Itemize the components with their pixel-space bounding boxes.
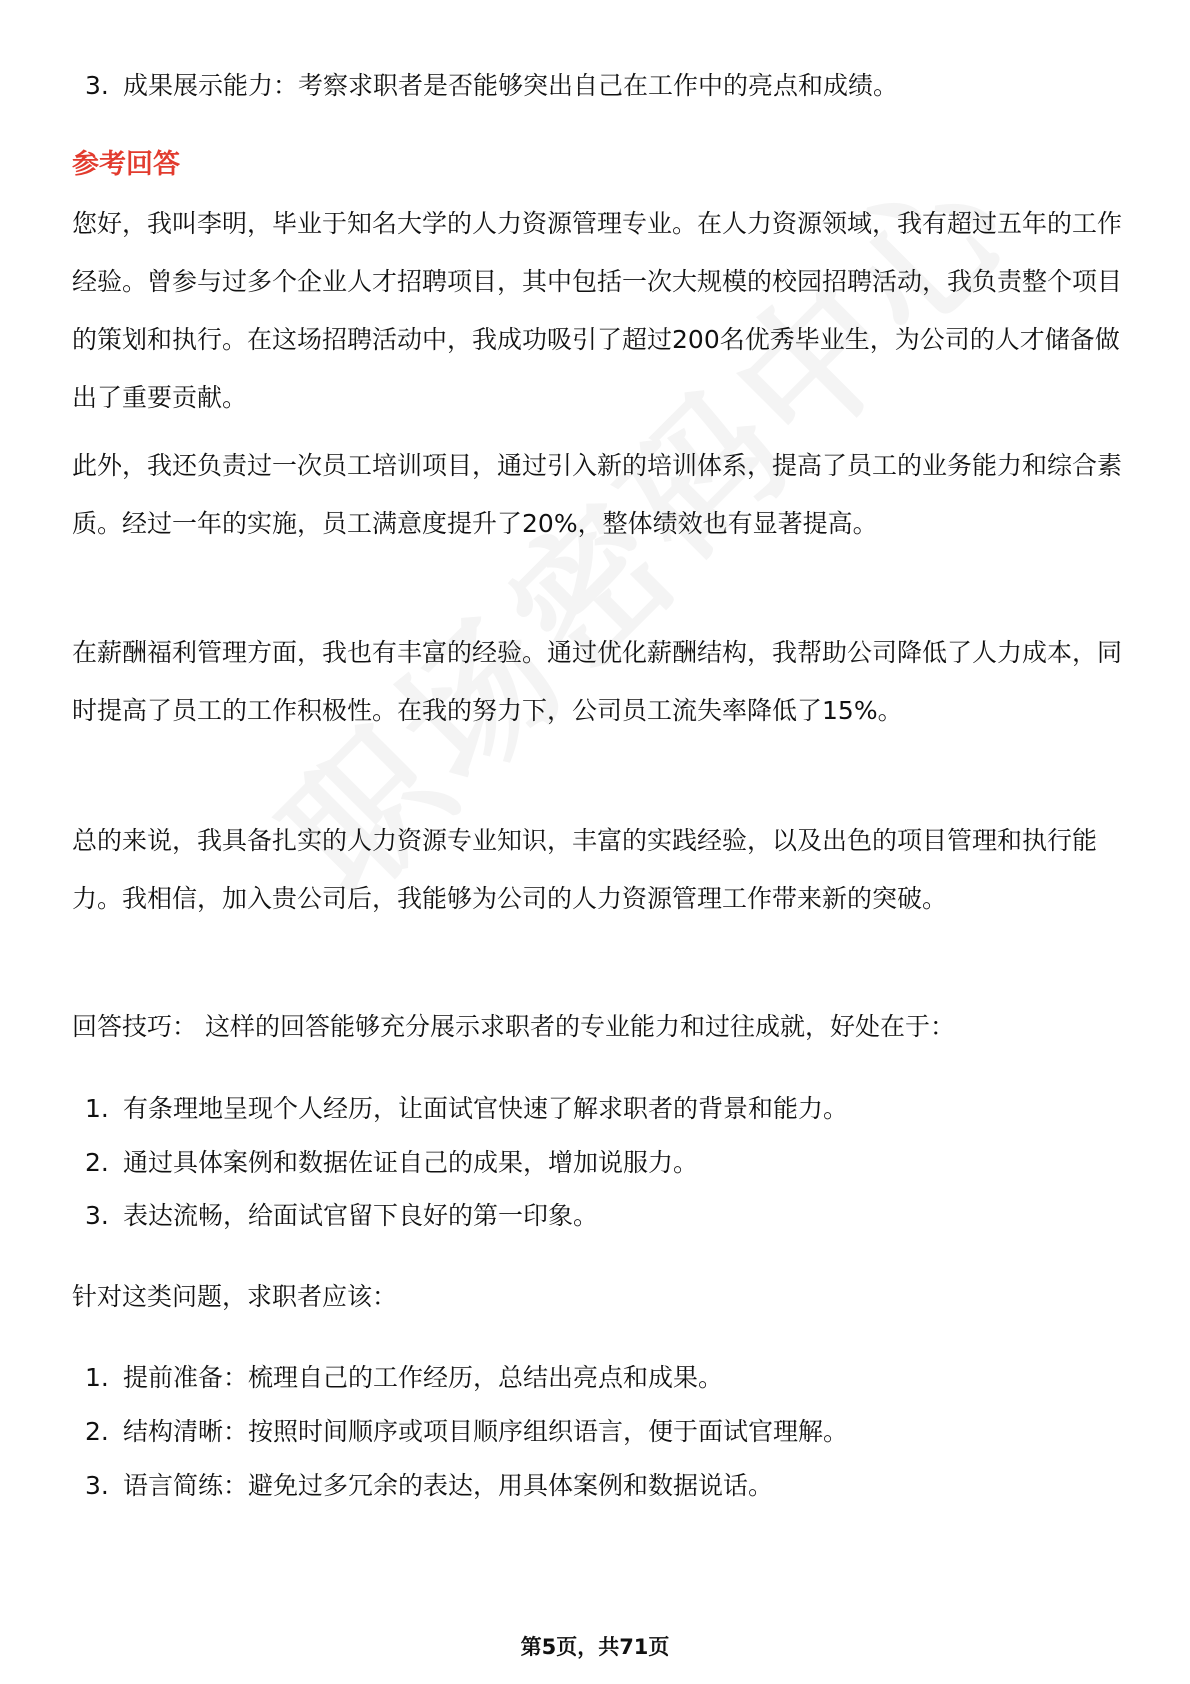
list-item: [85, 1358, 1115, 1398]
list-item: [85, 1466, 1115, 1506]
tips-intro: 回答技巧： 这样的回答能够充分展示求职者的专业能力和过往成就，好处在于：: [72, 1012, 955, 1041]
paragraph-1: 您好，我叫李明，毕业于知名大学的人力资源管理专业。在人力资源领域，我有超过五年的工作经验。曾参与过多个企业人才招聘项目，其中包括一次大规模的校园招聘活动，我负责整个项目的策划和执行。在这场招聘活动中，我成功吸引了超过200名优秀毕业生，为公司的人才储备做出了重要贡献。: [72, 209, 1123, 412]
list-text: 结构清晰：按照时间顺序或项目顺序组织语言，便于面试官理解。: [123, 1417, 849, 1446]
list-item: [85, 1412, 1115, 1452]
list-item: [85, 1089, 1115, 1129]
list-number: 1.: [85, 1094, 109, 1123]
list-text: 成果展示能力：考察求职者是否能够突出自己在工作中的亮点和成绩。: [123, 71, 899, 100]
list-text: 通过具体案例和数据佐证自己的成果，增加说服力。: [123, 1148, 699, 1177]
list-number: 3.: [85, 1471, 109, 1500]
list-item: [85, 1143, 1115, 1183]
page-footer: 第5页，共71页: [520, 1635, 670, 1659]
section-heading: 参考回答: [72, 149, 180, 180]
paragraph-3: 在薪酬福利管理方面，我也有丰富的经验。通过优化薪酬结构，我帮助公司降低了人力成本，同时提高了员工的工作积极性。在我的努力下，公司员工流失率降低了15%。: [72, 638, 1123, 725]
list-item: [85, 1196, 1115, 1236]
list-text: 表达流畅，给面试官留下良好的第一印象。: [123, 1201, 599, 1230]
list-number: 3.: [85, 71, 109, 100]
list-number: 2.: [85, 1148, 109, 1177]
list-item: [85, 66, 1115, 106]
advice-intro: 针对这类问题，求职者应该：: [72, 1282, 398, 1311]
list-text: 有条理地呈现个人经历，让面试官快速了解求职者的背景和能力。: [123, 1094, 849, 1123]
paragraph-4: 总的来说，我具备扎实的人力资源专业知识，丰富的实践经验，以及出色的项目管理和执行能力。我相信，加入贵公司后，我能够为公司的人力资源管理工作带来新的突破。: [72, 826, 1098, 913]
list-number: 1.: [85, 1363, 109, 1392]
list-text: 提前准备：梳理自己的工作经历，总结出亮点和成果。: [123, 1363, 724, 1392]
list-number: 2.: [85, 1417, 109, 1446]
paragraph-2: 此外，我还负责过一次员工培训项目，通过引入新的培训体系，提高了员工的业务能力和综合素质。经过一年的实施，员工满意度提升了20%，整体绩效也有显著提高。: [72, 451, 1123, 538]
list-text: 语言简练：避免过多冗余的表达，用具体案例和数据说话。: [123, 1471, 774, 1500]
list-number: 3.: [85, 1201, 109, 1230]
